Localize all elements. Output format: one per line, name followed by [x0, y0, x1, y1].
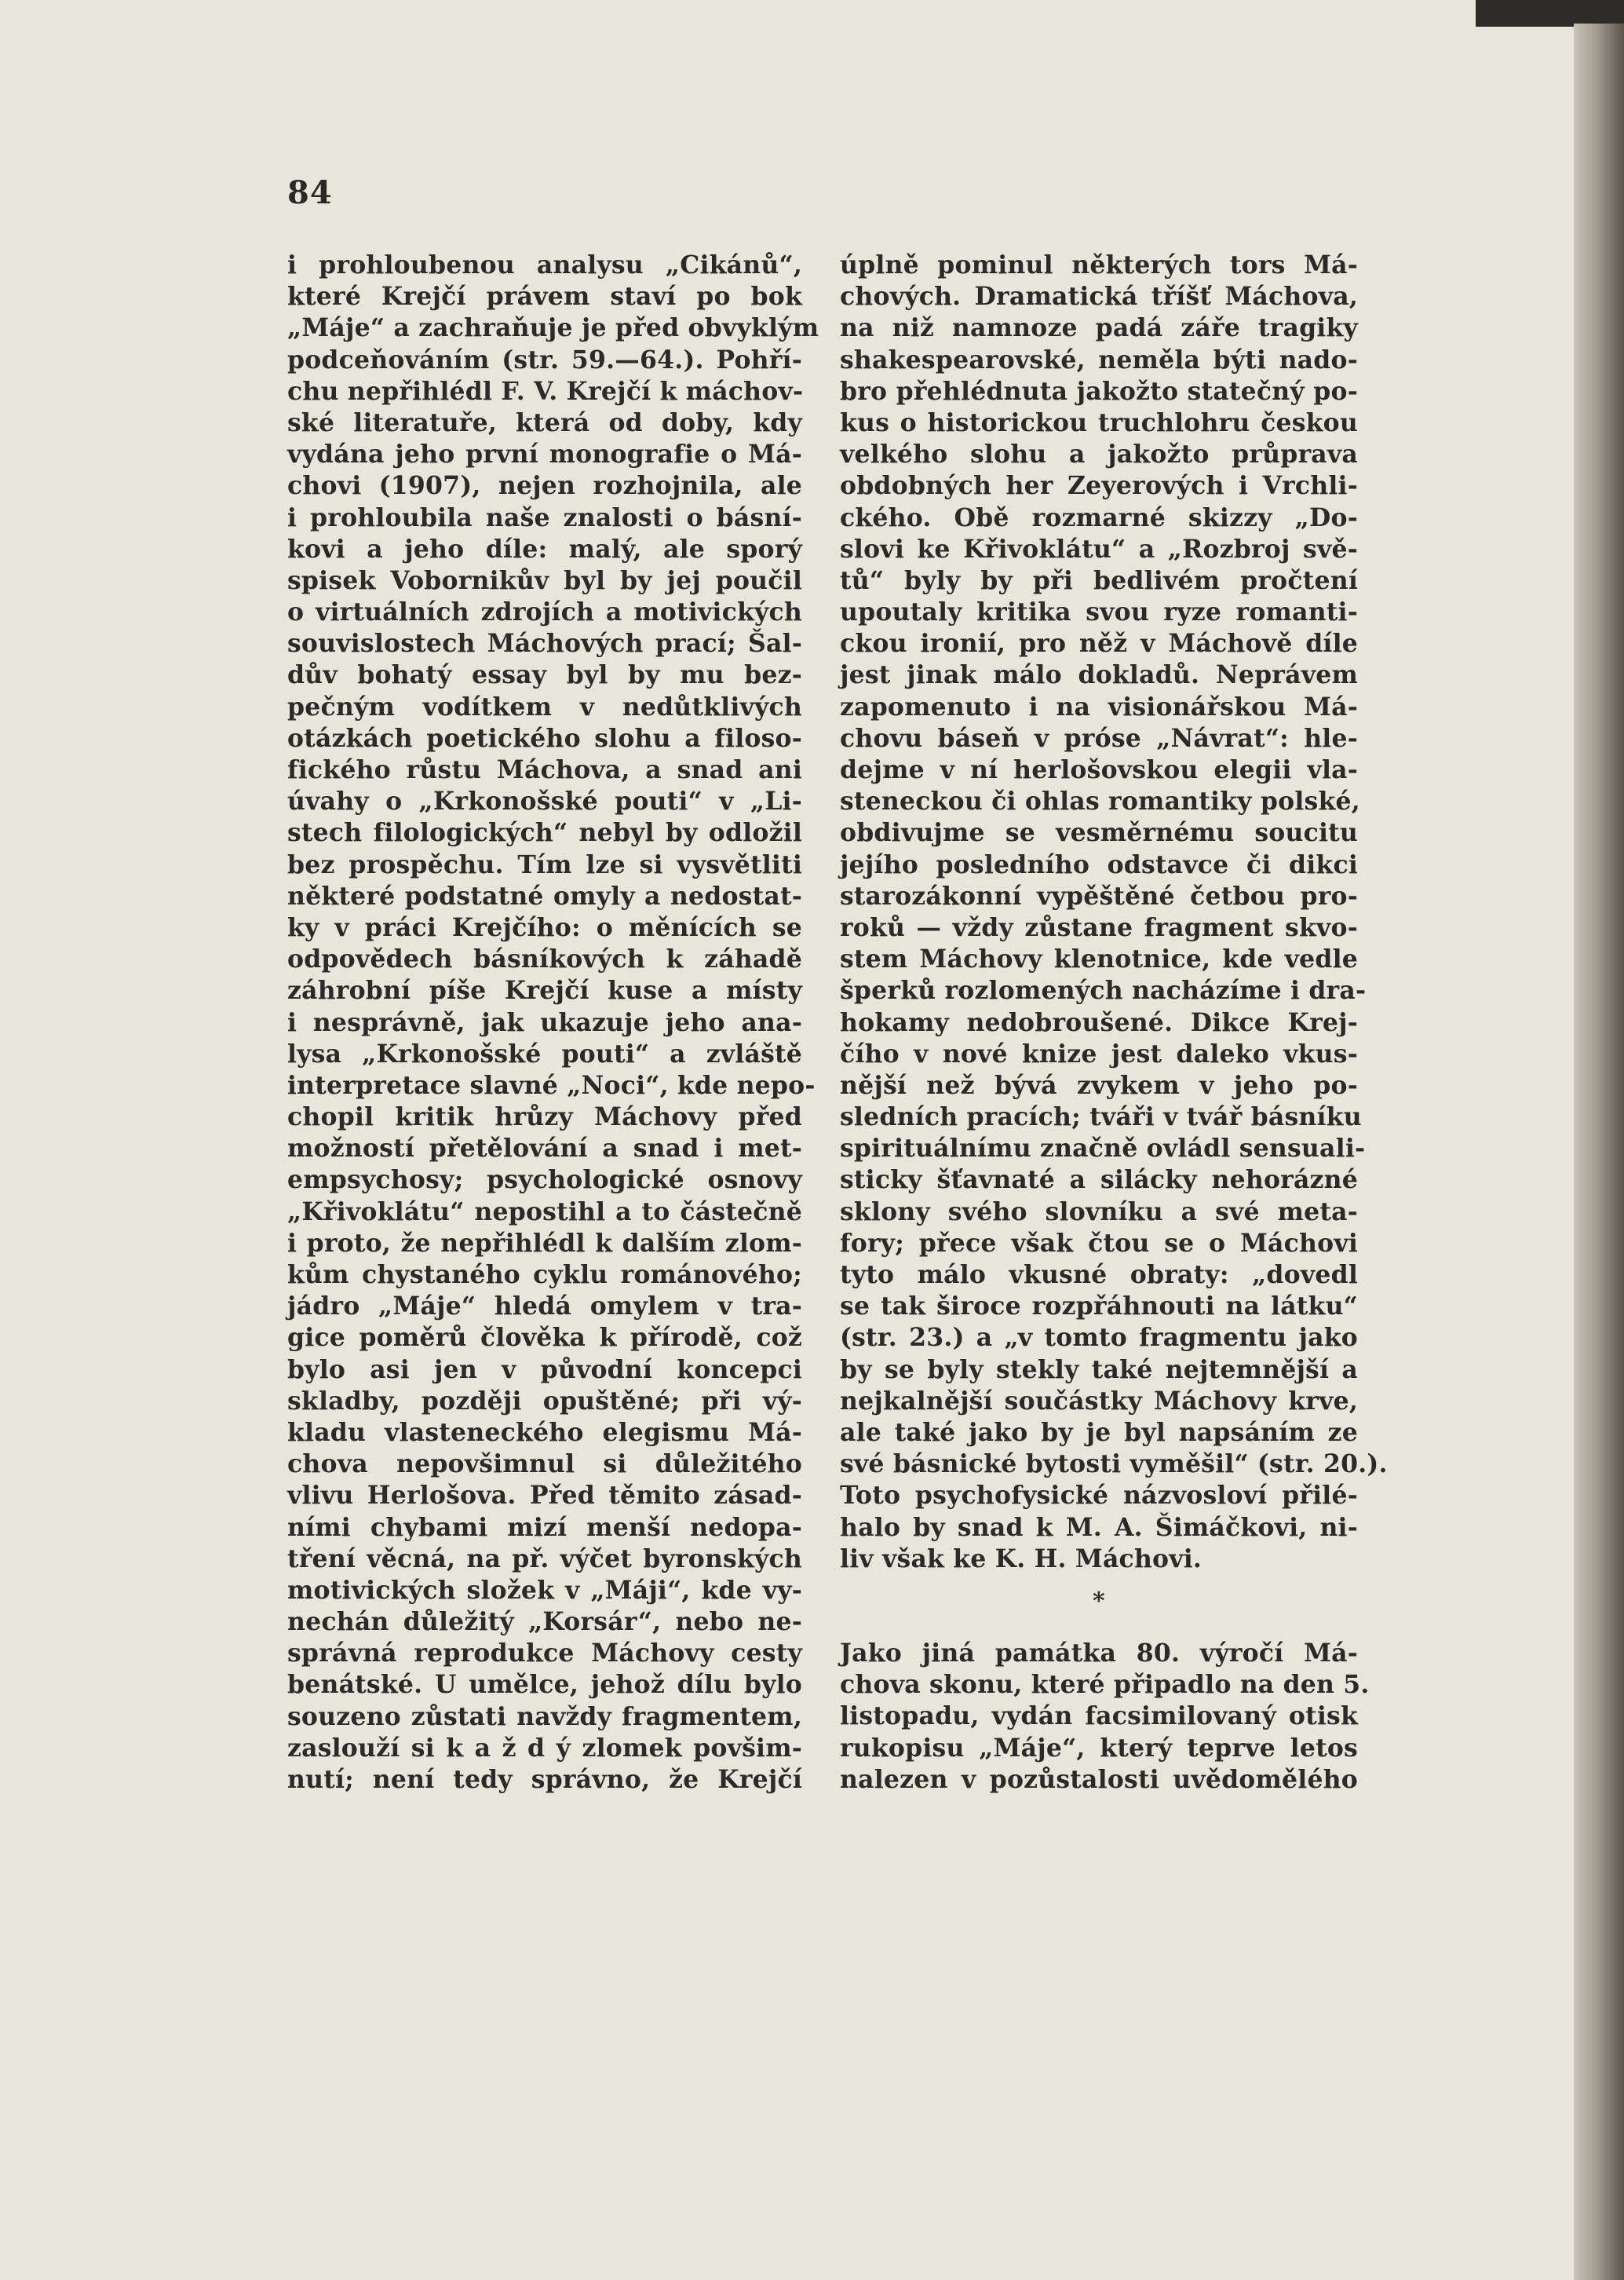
- text-line: některé podstatné omyly a nedostat-: [287, 881, 802, 911]
- text-line: jádro „Máje“ hledá omylem v tra-: [287, 1292, 802, 1321]
- text-line: i prohloubila naše znalosti o básní-: [287, 502, 802, 532]
- page-edge: [1574, 24, 1624, 2280]
- text-line: úplně pominul některých tors Má-: [840, 250, 1358, 280]
- text-line: rukopisu „Máje“, který teprve letos: [840, 1733, 1358, 1763]
- text-line: pečným vodítkem v nedůtklivých: [287, 692, 802, 722]
- text-line: by se byly stekly také nejtemnější a: [840, 1354, 1358, 1384]
- text-line: fického růstu Máchova, a snad ani: [287, 755, 802, 784]
- text-line: ními chybami mizí menší nedopa-: [287, 1512, 802, 1542]
- text-line: skladby, později opuštěné; při vý-: [287, 1386, 802, 1416]
- scan-shadow: [1476, 0, 1624, 27]
- text-line: ckou ironií, pro něž v Máchově díle: [840, 629, 1358, 659]
- text-line: benátské. U umělce, jehož dílu bylo: [287, 1670, 802, 1700]
- text-line: stem Máchovy klenotnice, kde vedle: [840, 945, 1358, 974]
- text-line: nalezen v pozůstalosti uvědomělého: [840, 1764, 1358, 1794]
- text-line: stech filologických“ nebyl by odložil: [287, 818, 802, 848]
- text-line: spisek Vobornikův byl by jej poučil: [287, 565, 802, 595]
- text-line: liv však ke K. H. Máchovi.: [840, 1544, 1202, 1573]
- text-line: chova nepovšimnul si důležitého: [287, 1449, 802, 1479]
- text-line: nutí; není tedy správno, že Krejčí: [287, 1765, 802, 1794]
- text-line: vydána jeho první monografie o Má-: [287, 440, 802, 470]
- text-line: nejkalnější součástky Máchovy krve,: [840, 1386, 1358, 1416]
- text-line: své básnické bytosti vyměšil“ (str. 20.).: [840, 1449, 1388, 1479]
- text-line: Toto psychofysické názvosloví přilé-: [840, 1481, 1358, 1511]
- text-line: upoutaly kritika svou ryze romanti-: [840, 597, 1358, 627]
- text-line: ckého. Obě rozmarné skizzy „Do-: [840, 502, 1358, 532]
- text-line: ale také jako by je byl napsáním ze: [840, 1417, 1358, 1447]
- text-line: zapomenuto i na visionářskou Má-: [840, 692, 1358, 722]
- text-line: záhrobní píše Krejčí kuse a místy: [287, 976, 802, 1006]
- text-line: souvislostech Máchových prací; Šal-: [287, 629, 802, 659]
- text-line: chových. Dramatická tříšť Máchova,: [840, 282, 1358, 312]
- text-line: tů“ byly by při bedlivém pročtení: [840, 565, 1358, 595]
- text-line: i proto, že nepřihlédl k dalším zlom-: [287, 1228, 802, 1258]
- text-line: kus o historickou truchlohru českou: [840, 407, 1358, 437]
- text-line: listopadu, vydán facsimilovaný otisk: [840, 1701, 1358, 1731]
- text-line: velkého slohu a jakožto průprava: [840, 440, 1358, 470]
- text-line: chopil kritik hrůzy Máchovy před: [287, 1102, 802, 1132]
- text-line: ky v práci Krejčího: o měnících se: [287, 912, 802, 942]
- text-line: chovu báseň v próse „Návrat“: hle-: [840, 723, 1358, 753]
- text-line: starozákonní vypěštěné četbou pro-: [840, 881, 1358, 911]
- text-line: obdobných her Zeyerových i Vrchli-: [840, 471, 1358, 501]
- text-line: bez prospěchu. Tím lze si vysvětliti: [287, 850, 802, 879]
- text-line: o virtuálních zdrojích a motivických: [287, 597, 802, 627]
- text-line: steneckou či ohlas romantiky polské,: [840, 787, 1360, 817]
- text-line: se tak široce rozpřáhnouti na látku“: [840, 1292, 1358, 1321]
- text-line: sledních pracích; tváři v tvář básníku: [840, 1102, 1362, 1132]
- page-number: 84: [287, 174, 333, 211]
- text-line: kům chystaného cyklu románového;: [287, 1260, 802, 1289]
- text-line: ské literatuře, která od doby, kdy: [287, 407, 802, 437]
- text-line: zaslouží si k a ž d ý zlomek povšim-: [287, 1733, 802, 1763]
- text-line: nější než bývá zvykem v jeho po-: [840, 1070, 1358, 1100]
- text-line: empsychosy; psychologické osnovy: [287, 1165, 802, 1195]
- text-line: slovi ke Křivoklátu“ a „Rozbroj svě-: [840, 534, 1358, 564]
- text-line: šperků rozlomených nacházíme i dra-: [840, 976, 1367, 1006]
- text-line: podceňováním (str. 59.—64.). Pohří-: [287, 345, 802, 375]
- text-line: obdivujme se vesměrnému soucitu: [840, 818, 1358, 848]
- text-line: správná reprodukce Máchovy cesty: [287, 1639, 802, 1668]
- right-column: [840, 250, 1388, 1796]
- text-line: hokamy nedobroušené. Dikce Krej-: [840, 1007, 1358, 1037]
- text-line: čího v nové knize jest daleko vkus-: [840, 1039, 1358, 1069]
- text-line: bylo asi jen v původní koncepci: [287, 1354, 802, 1384]
- text-line: i nesprávně, jak ukazuje jeho ana-: [287, 1007, 802, 1037]
- text-line: (str. 23.) a „v tomto fragmentu jako: [840, 1323, 1358, 1353]
- text-line: „Máje“ a zachraňuje je před obvyklým: [287, 313, 819, 343]
- text-line: sklony svého slovníku a své meta-: [840, 1197, 1358, 1226]
- text-line: nechán důležitý „Korsár“, nebo ne-: [287, 1607, 802, 1637]
- text-line: motivických složek v „Máji“, kde vy-: [287, 1575, 802, 1605]
- text-line: gice poměrů člověka k přírodě, což: [287, 1323, 802, 1353]
- text-line: interpretace slavné „Noci“, kde nepo-: [287, 1070, 816, 1100]
- text-line: kladu vlasteneckého elegismu Má-: [287, 1417, 802, 1447]
- text-line: lysa „Krkonošské pouti“ a zvláště: [287, 1039, 802, 1069]
- text-line: které Krejčí právem staví po bok: [287, 282, 802, 312]
- text-line: sticky šťavnaté a silácky nehorázné: [840, 1165, 1358, 1195]
- text-line: možností přetělování a snad i met-: [287, 1134, 802, 1164]
- text-line: dův bohatý essay byl by mu bez-: [287, 660, 802, 690]
- text-line: odpovědech básníkových k záhadě: [287, 945, 802, 974]
- text-line: úvahy o „Krkonošské pouti“ v „Li-: [287, 787, 802, 817]
- text-line: vlivu Herlošova. Před těmito zásad-: [287, 1481, 802, 1511]
- right-column-new-paragraph: [840, 1638, 1370, 1796]
- text-line: spirituálnímu značně ovládl sensuali-: [840, 1134, 1366, 1164]
- text-line: jest jinak málo dokladů. Neprávem: [840, 660, 1358, 690]
- text-line: souzeno zůstati navždy fragmentem,: [287, 1701, 802, 1731]
- text-line: roků — vždy zůstane fragment skvo-: [840, 912, 1358, 942]
- text-line: otázkách poetického slohu a filoso-: [287, 723, 802, 753]
- text-line: Jako jiná památka 80. výročí Má-: [840, 1639, 1358, 1668]
- text-line: chova skonu, které připadlo na den 5.: [840, 1670, 1370, 1700]
- text-line: tření věcná, na př. výčet byronských: [287, 1544, 802, 1573]
- text-line: tyto málo vkusné obraty: „dovedl: [840, 1260, 1358, 1289]
- text-line: jejího posledního odstavce či dikci: [840, 850, 1358, 879]
- text-line: i prohloubenou analysu „Cikánů“,: [287, 250, 802, 280]
- text-line: dejme v ní herlošovskou elegii vla-: [840, 755, 1358, 784]
- text-line: chu nepřihlédl F. V. Krejčí k máchov-: [287, 376, 804, 406]
- right-column-main: [840, 250, 1388, 1575]
- text-line: „Křivoklátu“ nepostihl a to částečně: [287, 1197, 802, 1226]
- text-line: bro přehlédnuta jakožto statečný po-: [840, 376, 1358, 406]
- text-line: na niž namnoze padá záře tragiky: [840, 313, 1358, 343]
- text-line: kovi a jeho díle: malý, ale sporý: [287, 534, 802, 564]
- text-line: fory; přece však čtou se o Máchovi: [840, 1228, 1358, 1258]
- section-separator: *: [1093, 1587, 1105, 1615]
- left-column: [287, 250, 819, 1796]
- text-line: shakespearovské, neměla býti nado-: [840, 345, 1358, 375]
- text-line: halo by snad k M. A. Šimáčkovi, ni-: [840, 1512, 1358, 1542]
- text-line: chovi (1907), nejen rozhojnila, ale: [287, 471, 802, 501]
